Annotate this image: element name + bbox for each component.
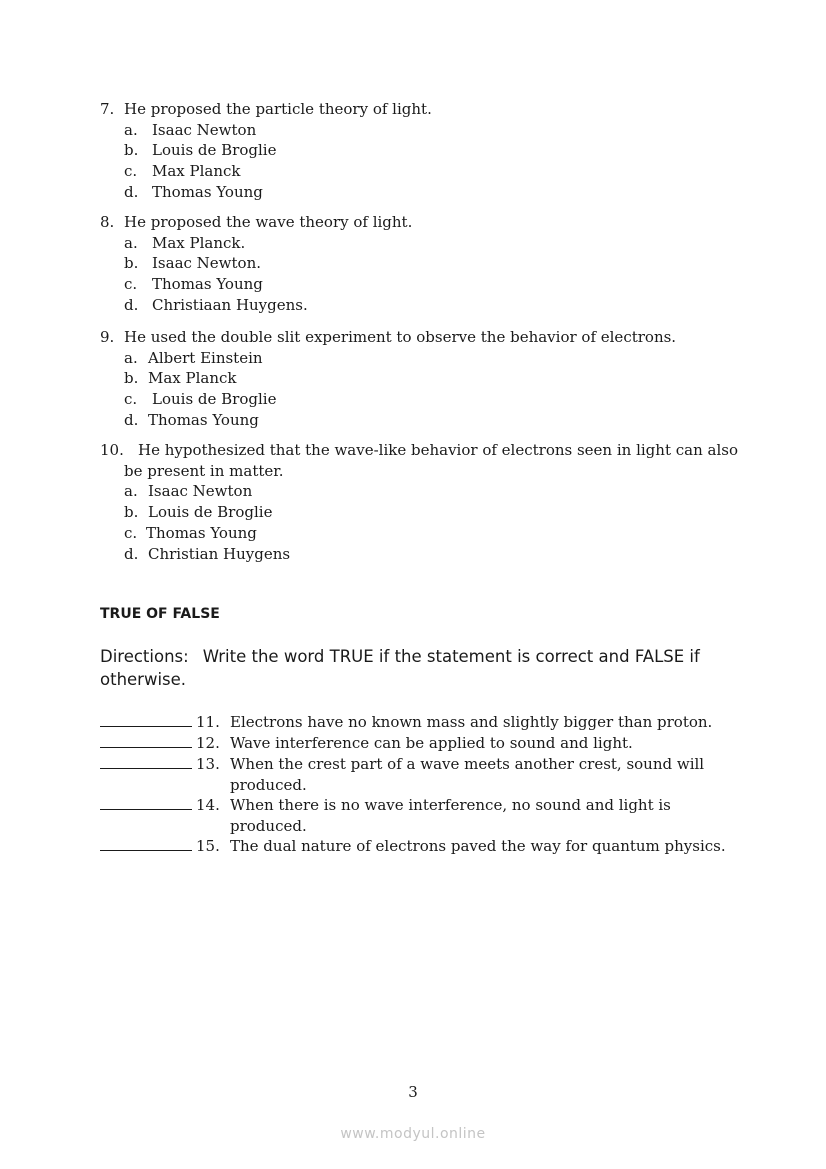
option-text: Christian Huygens	[148, 544, 291, 563]
question-number: 10.	[100, 441, 124, 459]
option-letter: d.	[124, 410, 139, 429]
item-text	[230, 733, 633, 754]
option-text: Max Planck	[148, 369, 237, 388]
option-text: Louis de Broglie	[152, 390, 277, 409]
option-letter: c.	[124, 523, 138, 542]
option-letter: b.	[124, 254, 139, 273]
item-number: 14.	[196, 796, 220, 814]
item-number: 12.	[196, 734, 220, 752]
option-text: Isaac Newton	[148, 482, 253, 501]
question-number: 8.	[100, 213, 115, 231]
option-letter: a.	[124, 348, 138, 367]
question-text: He used the double slit experiment to observe the behavior of electrons.	[124, 328, 677, 346]
item-number: 15.	[196, 837, 220, 855]
option-c	[100, 389, 740, 410]
item-text-line: The dual nature of electrons paved the way for quantum physics.	[230, 837, 726, 855]
section-title: TRUE OF FALSE	[100, 606, 220, 622]
option-letter: d.	[124, 295, 139, 314]
option-letter: c.	[124, 162, 138, 181]
directions-text: Write the word TRUE if the statement is correct and FALSE if otherwise.	[100, 647, 700, 689]
option-letter: d.	[124, 182, 139, 201]
question-8	[100, 212, 740, 316]
question-text: He hypothesized that the wave-like behavior of electrons seen in light can also	[138, 441, 738, 459]
answer-blank[interactable]	[100, 836, 192, 851]
item-text	[230, 795, 671, 836]
option-letter: a.	[124, 482, 138, 501]
item-text	[230, 712, 712, 733]
question-number: 7.	[100, 100, 115, 118]
option-a	[100, 481, 740, 502]
option-d	[100, 544, 740, 565]
question-number: 9.	[100, 328, 115, 346]
item-text-line: Wave interference can be applied to sound and light.	[230, 734, 633, 752]
question-10	[100, 440, 740, 564]
watermark: www.modyul.online	[340, 1126, 486, 1142]
tf-item-14	[100, 795, 760, 836]
option-text: Thomas Young	[152, 182, 263, 201]
answer-blank[interactable]	[100, 712, 192, 727]
option-letter: b.	[124, 141, 139, 160]
item-text-line: produced.	[230, 775, 307, 794]
question-text-continued: be present in matter.	[124, 461, 284, 480]
option-b	[100, 368, 740, 389]
option-a	[100, 348, 740, 369]
question-stem	[100, 327, 740, 348]
answer-blank[interactable]	[100, 795, 192, 810]
option-letter: c.	[124, 275, 138, 294]
option-text: Louis de Broglie	[148, 503, 273, 522]
question-9	[100, 327, 740, 431]
question-7	[100, 99, 740, 203]
item-text-line: Electrons have no known mass and slightly bigger than proton.	[230, 713, 713, 731]
item-number: 13.	[196, 755, 220, 773]
option-d	[100, 182, 740, 203]
option-letter: c.	[124, 390, 138, 409]
option-text: Thomas Young	[152, 275, 263, 294]
answer-blank[interactable]	[100, 733, 192, 748]
item-text-line: When the crest part of a wave meets another crest, sound will	[230, 755, 705, 773]
option-d	[100, 295, 740, 316]
option-text: Isaac Newton.	[152, 254, 262, 273]
option-letter: b.	[124, 369, 139, 388]
page-number: 3	[408, 1083, 418, 1101]
option-text: Albert Einstein	[148, 348, 263, 367]
tf-item-13	[100, 754, 760, 795]
option-text: Max Planck	[152, 162, 241, 181]
item-text	[230, 754, 704, 795]
option-text: Thomas Young	[146, 523, 257, 542]
option-c	[100, 161, 740, 182]
tf-item-11	[100, 712, 760, 733]
question-text: He proposed the particle theory of light.	[124, 100, 432, 118]
tf-item-15	[100, 836, 760, 857]
tf-item-12	[100, 733, 760, 754]
option-text: Christiaan Huygens.	[152, 295, 308, 314]
option-letter: a.	[124, 120, 138, 139]
option-a	[100, 233, 740, 254]
directions-label: Directions:	[100, 647, 189, 666]
option-text: Thomas Young	[148, 410, 259, 429]
question-stem	[100, 440, 740, 461]
item-text-line: produced.	[230, 816, 307, 835]
option-d	[100, 410, 740, 431]
option-letter: b.	[124, 503, 139, 522]
question-text: He proposed the wave theory of light.	[124, 213, 413, 231]
option-b	[100, 253, 740, 274]
option-c	[100, 274, 740, 295]
item-number: 11.	[196, 713, 220, 731]
option-text: Max Planck.	[152, 233, 246, 252]
question-stem	[100, 212, 740, 233]
question-stem	[100, 99, 740, 120]
option-text: Isaac Newton	[152, 120, 257, 139]
option-letter: d.	[124, 544, 139, 563]
option-c	[100, 523, 740, 544]
option-text: Louis de Broglie	[152, 141, 277, 160]
directions	[100, 645, 740, 691]
option-letter: a.	[124, 233, 138, 252]
answer-blank[interactable]	[100, 754, 192, 769]
option-b	[100, 502, 740, 523]
option-a	[100, 120, 740, 141]
item-text	[230, 836, 726, 857]
item-text-line: When there is no wave interference, no sound and light is	[230, 796, 671, 814]
option-b	[100, 140, 740, 161]
